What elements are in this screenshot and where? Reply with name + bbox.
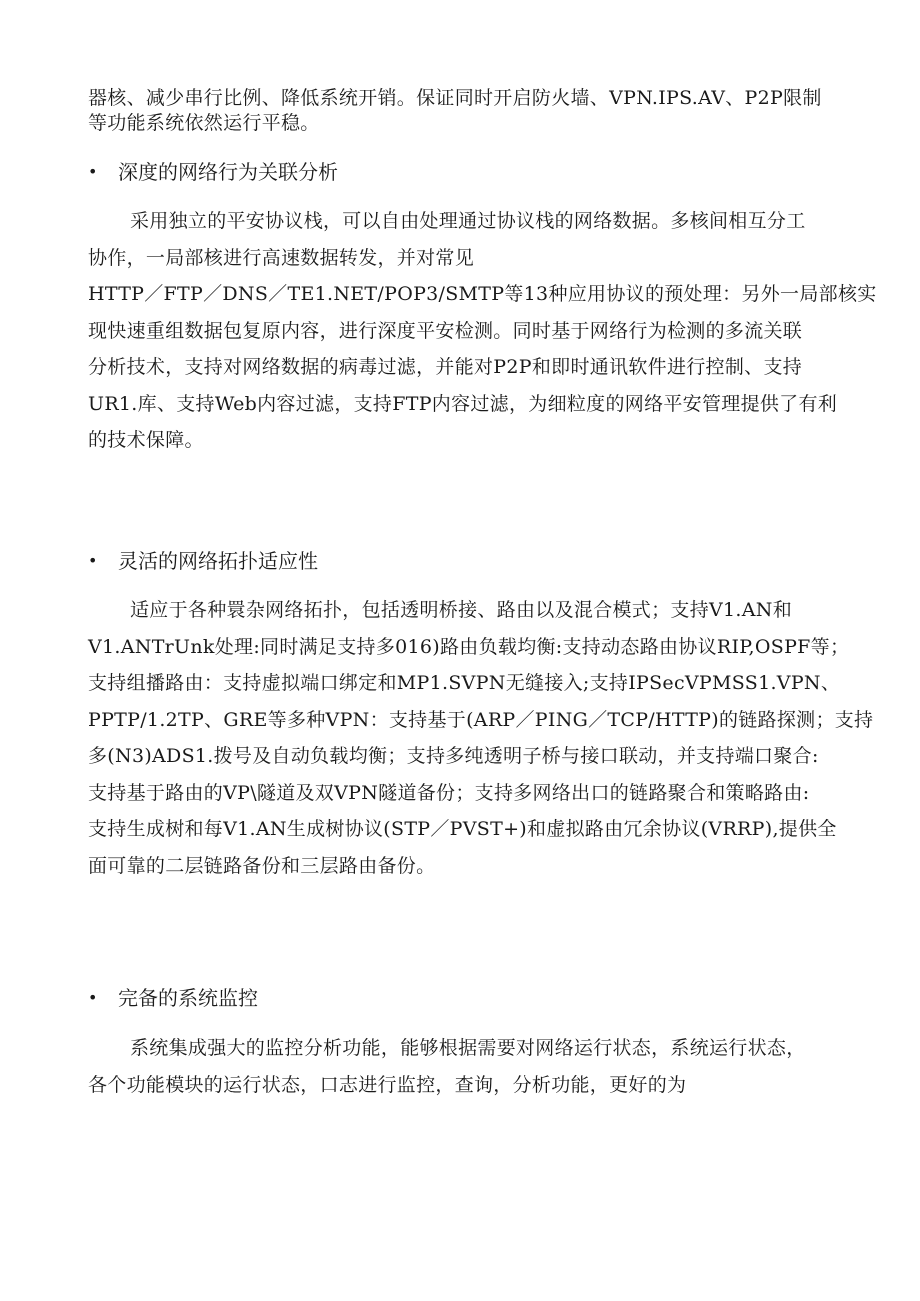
- body-line: HTTP／FTP／DNS／TE1.NET/POP3/SMTP等13种应用协议的预处理：另外一局部核实: [88, 283, 877, 305]
- body-line: 多(N3)ADS1.拨号及自动负载均衡；支持多纯透明子桥与接口联动，并支持端口聚合:: [88, 745, 819, 767]
- body-line: 面可靠的二层链路备份和三层路由备份。: [88, 854, 436, 877]
- body-line: UR1.库、支持Web内容过滤，支持FTP内容过滤，为细粒度的网络平安管理提供了有利: [88, 392, 838, 415]
- bullet-icon: •: [88, 988, 98, 1007]
- section-body-network-behavior: [88, 203, 877, 459]
- section-body-monitoring: [88, 1030, 833, 1103]
- intro-line: 器核、减少串行比例、降低系统开销。保证同时开启防火墙、VPN.IPS.AV、P2P限制: [88, 87, 822, 109]
- section-body-topology: [88, 592, 874, 884]
- bullet-icon: •: [88, 162, 98, 181]
- body-line: 支持生成树和每V1.AN生成树协议(STP／PVST+)和虚拟路由冗余协议(VRRP),提供全: [88, 818, 837, 840]
- body-line: 采用独立的平安协议栈，可以自由处理通过协议栈的网络数据。多核间相互分工: [130, 210, 806, 232]
- body-line: 支持组播路由：支持虚拟端口绑定和MP1.SVPN无缝接入;支持IPSecVPMSS1.VPN、: [88, 672, 841, 694]
- bullet-icon: •: [88, 551, 98, 570]
- section-heading-text: 深度的网络行为关联分析: [118, 160, 338, 184]
- body-line: PPTP/1.2TP、GRE等多种VPN：支持基于(ARP／PING／TCP/HTTP)的链路探测；支持: [88, 708, 874, 731]
- body-line: 支持基于路由的VP\隧道及双VPN隧道备份；支持多网络出口的链路聚合和策略路由:: [88, 781, 810, 804]
- body-line: 系统集成强大的监控分析功能，能够根据需要对网络运行状态，系统运行状态，: [130, 1037, 806, 1059]
- section-heading-text: 完备的系统监控: [118, 986, 258, 1010]
- body-line: 各个功能模块的运行状态，口志进行监控，查询，分析功能，更好的为: [88, 1073, 687, 1096]
- body-line: 现快速重组数据包复原内容，进行深度平安检测。同时基于网络行为检测的多流关联: [88, 319, 803, 342]
- body-line: 的技术保障。: [88, 429, 204, 451]
- body-line: 协作，一局部核进行高速数据转发，并对常见: [88, 246, 475, 269]
- section-heading-text: 灵活的网络拓扑适应性: [118, 549, 318, 573]
- body-line: 分析技术，支持对网络数据的病毒过滤，并能对P2P和即时通讯软件进行控制、支持: [88, 356, 803, 378]
- intro-line: 等功能系统依然运行平稳。: [88, 112, 320, 134]
- body-line: 适应于各种睘杂网络拓扑，包括透明桥接、路由以及混合模式；支持V1.AN和: [130, 599, 792, 621]
- body-line: V1.ANTrUnk处理:同时满足支持多016)路由负载均衡:支持动态路由协议RIP,OSPF等；: [88, 635, 850, 658]
- intro-paragraph: [88, 86, 833, 136]
- section-heading-monitoring: [88, 985, 258, 1011]
- section-heading-topology: [88, 548, 318, 574]
- section-heading-network-behavior: [88, 159, 338, 185]
